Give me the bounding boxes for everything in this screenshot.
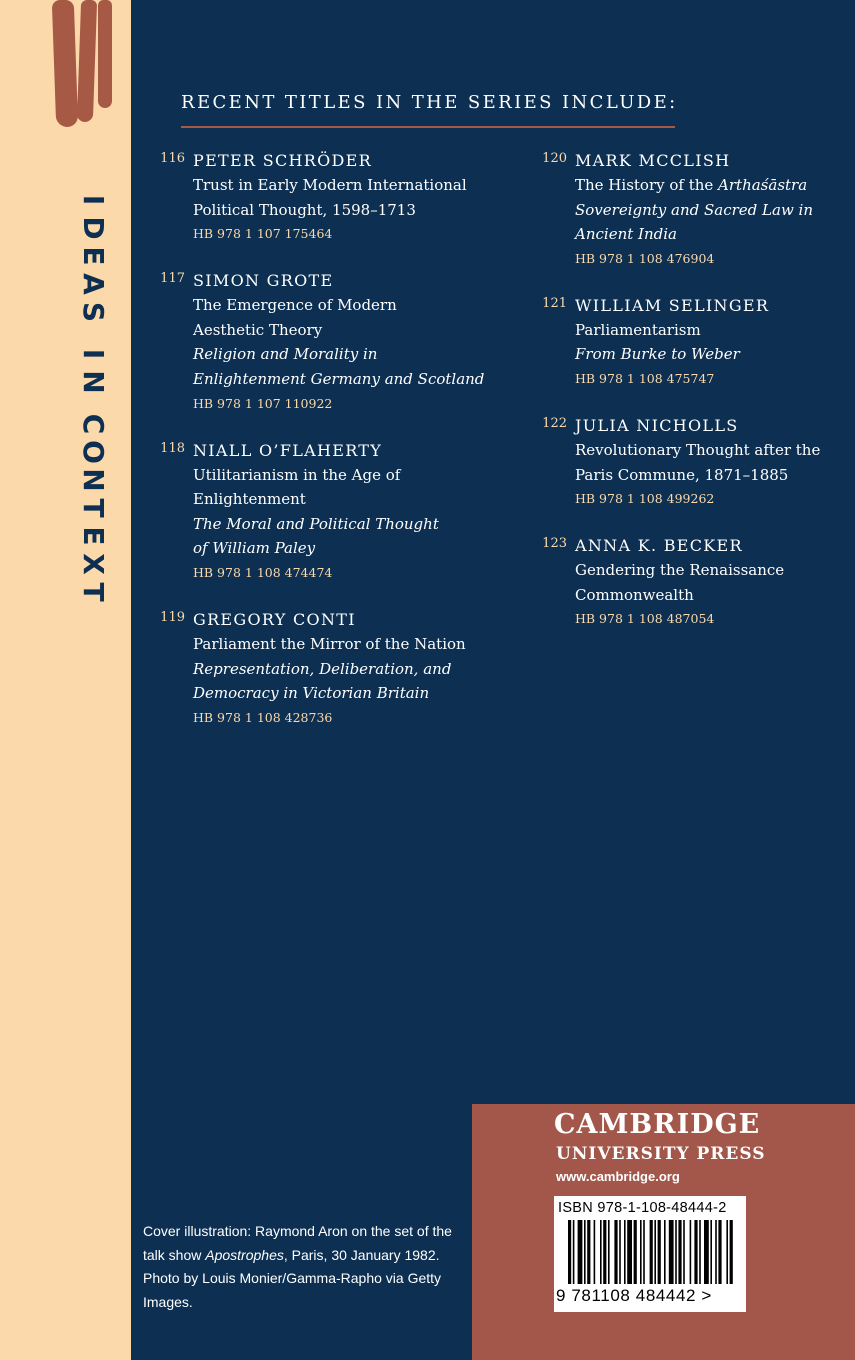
author-name: WILLIAM SELINGER (575, 295, 770, 315)
book-title-line: Revolutionary Thought after the (575, 440, 821, 459)
book-subtitle-line: Enlightenment Germany and Scotland (193, 369, 485, 388)
caption-text-1: Cover illustration: Raymond Aron on the set of the talk show (143, 1223, 452, 1263)
book-title-line: Parliament the Mirror of the Nation (193, 634, 466, 653)
barcode-icon (568, 1220, 734, 1286)
book-subtitle-line: Sovereignty and Sacred Law in (575, 200, 814, 219)
isbn-number: HB 978 1 108 428736 (193, 709, 333, 725)
isbn-number: HB 978 1 108 476904 (575, 250, 715, 266)
publisher-url: www.cambridge.org (556, 1169, 680, 1184)
spine (0, 0, 131, 1360)
book-subtitle-line: Representation, Deliberation, and (193, 659, 452, 678)
brush-stroke-2 (77, 0, 97, 122)
series-number: 120 (542, 151, 567, 166)
barcode-digits: 9 781108 484442 > (556, 1286, 712, 1305)
book-title-line: Gendering the Renaissance (575, 561, 785, 580)
book-title-line: Commonwealth (575, 585, 694, 604)
isbn-number: HB 978 1 107 110922 (193, 395, 333, 411)
book-title-line: Political Thought, 1598–1713 (193, 200, 416, 219)
series-title-entry (542, 149, 845, 271)
author-name: MARK MCCLISH (575, 151, 731, 170)
series-number: 119 (160, 609, 185, 625)
heading-rule (181, 126, 675, 128)
brush-stroke-1 (52, 0, 78, 127)
series-title-entry (160, 269, 503, 415)
book-title-line: Enlightenment (193, 490, 306, 509)
book-title-line: The Emergence of Modern (193, 296, 397, 315)
titles-column-right (542, 149, 845, 654)
caption-text-2: , Paris, 30 January 1982. Photo by Louis Monier/Gamma-Rapho via Getty Images. (143, 1246, 442, 1310)
book-title-line: Parliamentarism (575, 320, 701, 339)
titles-column-left (160, 149, 503, 753)
isbn-number: HB 978 1 107 175464 (193, 226, 333, 242)
barcode-isbn-label: ISBN 978-1-108-48444-2 (558, 1200, 727, 1216)
barcode-box (554, 1196, 746, 1312)
cover-illustration-credit (143, 1220, 463, 1314)
series-number: 116 (160, 151, 185, 166)
publisher-name: CAMBRIDGE (554, 1109, 761, 1140)
spine-title-letter: N (77, 468, 110, 492)
publisher-block (472, 1104, 855, 1360)
series-number: 123 (542, 536, 567, 552)
isbn-number: HB 978 1 108 474474 (193, 564, 333, 580)
author-name: JULIA NICHOLLS (575, 415, 739, 435)
spine-title-letter: S (77, 301, 110, 323)
book-title-line: Utilitarianism in the Age of (193, 465, 401, 484)
series-number: 121 (542, 295, 567, 311)
series-title-entry (160, 149, 503, 246)
spine-series-title (73, 186, 113, 606)
author-name: PETER SCHRÖDER (193, 151, 373, 170)
publisher-press: UNIVERSITY PRESS (556, 1144, 766, 1164)
spine-title-letter: D (77, 216, 110, 240)
book-subtitle-line: From Burke to Weber (575, 345, 740, 364)
book-title-line: Trust in Early Modern International (193, 176, 467, 194)
series-title-entry (160, 608, 503, 730)
series-number: 122 (542, 415, 567, 431)
brush-stroke-3 (98, 0, 112, 108)
book-title-line: Aesthetic Theory (193, 320, 323, 339)
book-subtitle-line: The Moral and Political Thought (193, 514, 439, 533)
series-title-entry (542, 534, 845, 631)
spine-title-letter: E (77, 246, 110, 266)
author-name: SIMON GROTE (193, 271, 334, 291)
spine-title-letter: A (77, 273, 110, 295)
spine-title-letter: O (77, 440, 110, 464)
series-heading: RECENT TITLES IN THE SERIES INCLUDE: (181, 92, 678, 113)
caption-show-title: Apostrophes (205, 1246, 284, 1263)
spine-title-letter: X (77, 553, 110, 575)
spine-title-letter: E (77, 526, 110, 546)
book-title-line: The History of the Arthaśāstra (575, 176, 808, 194)
author-name: GREGORY CONTI (193, 609, 356, 629)
spine-title-letter: I (77, 194, 110, 206)
series-title-entry (160, 439, 503, 585)
book-title-line: Paris Commune, 1871–1885 (575, 465, 789, 484)
book-subtitle-line: Ancient India (575, 225, 677, 244)
book-subtitle-line: of William Paley (193, 539, 316, 558)
series-number: 118 (160, 440, 185, 456)
series-number: 117 (160, 271, 185, 287)
spine-title-letter: N (77, 370, 110, 394)
series-title-entry (542, 294, 845, 391)
author-name: ANNA K. BECKER (575, 536, 743, 556)
series-title-entry (542, 414, 845, 511)
spine-title-letter: T (77, 582, 110, 602)
spine-title-letter: C (77, 413, 110, 435)
spine-title-letter: I (77, 348, 110, 360)
isbn-number: HB 978 1 108 499262 (575, 491, 715, 507)
book-subtitle-line: Democracy in Victorian Britain (193, 684, 430, 703)
book-subtitle-line: Religion and Morality in (193, 345, 378, 364)
author-name: NIALL O’FLAHERTY (193, 440, 383, 460)
isbn-number: HB 978 1 108 487054 (575, 611, 715, 627)
isbn-number: HB 978 1 108 475747 (575, 370, 715, 386)
spine-title-letter: T (77, 498, 110, 518)
